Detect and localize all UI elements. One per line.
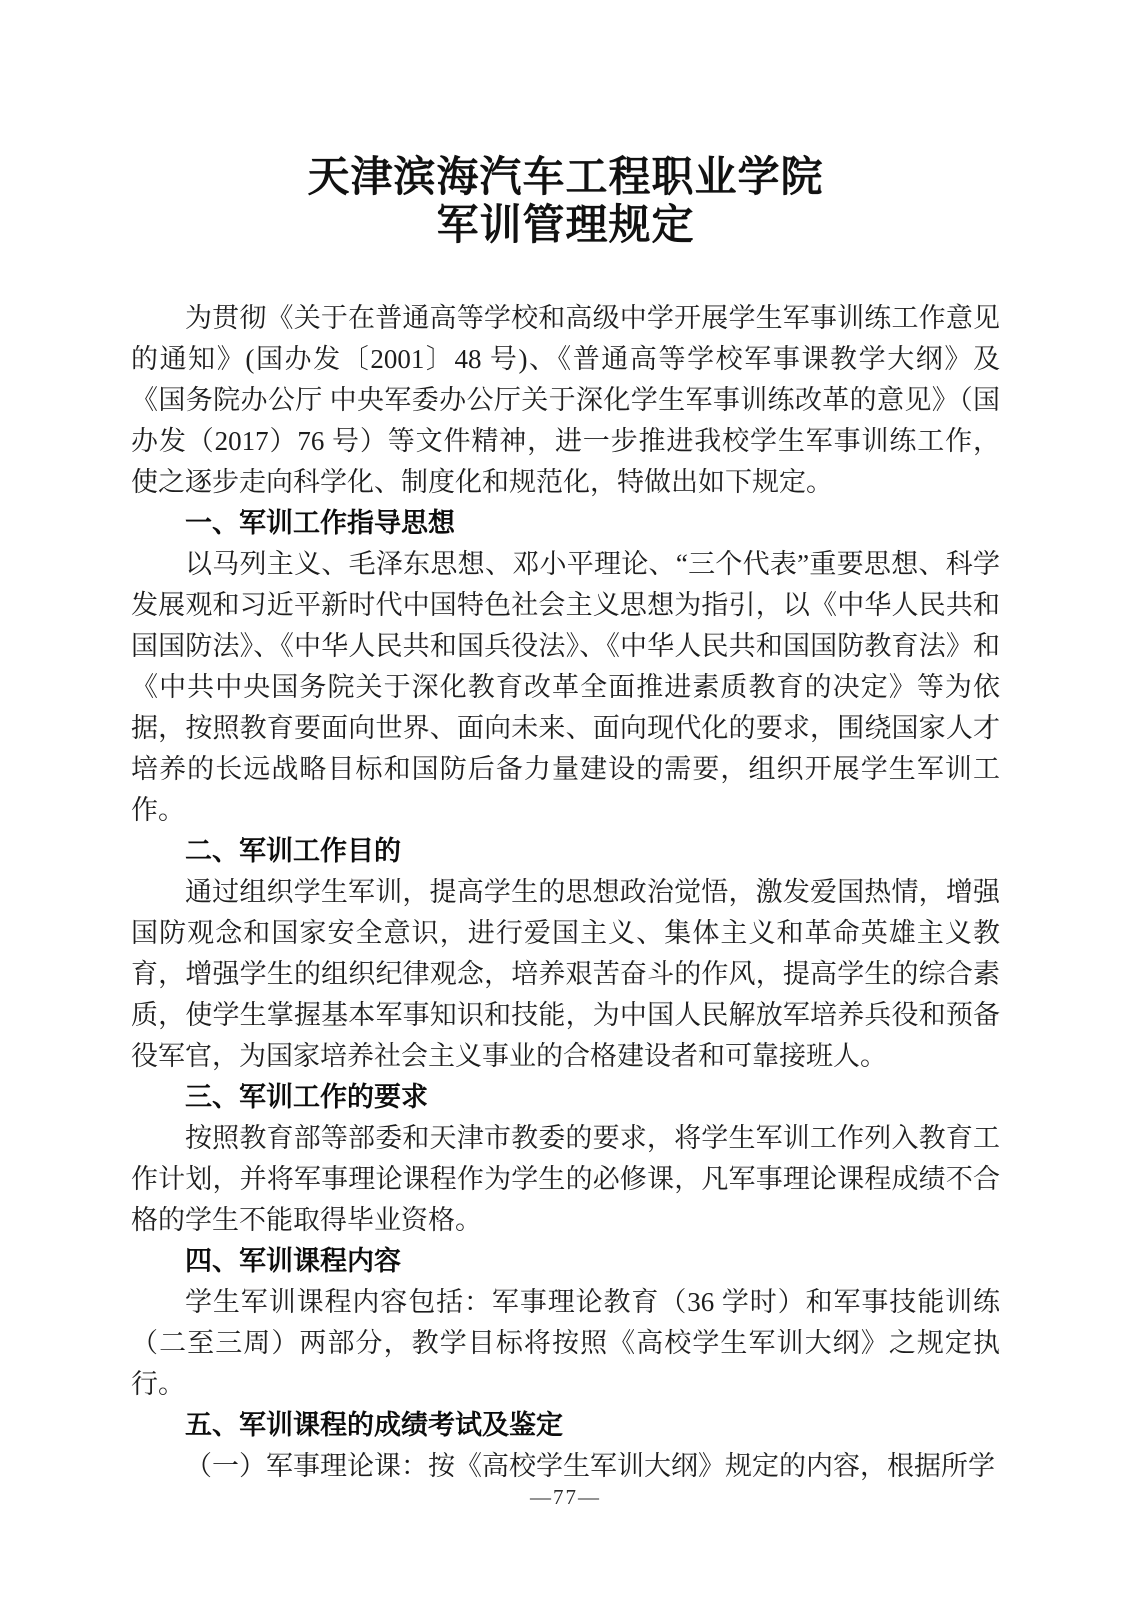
intro-paragraph: 为贯彻《关于在普通高等学校和高级中学开展学生军事训练工作意见的通知》(国办发〔2001〕48 号)、《普通高等学校军事课教学大纲》及《国务院办公厅 中央军委办公厅关于深化学生军事训练改革的意见》（国办发（2017）76 号）等文件精神，进一步推进我校学生军事训练工作，使之逐步走向科学化、制度化和规范化，特做出如下规定。 [131, 303, 1000, 498]
document-title [0, 28, 1131, 250]
page-number: —77— [530, 1485, 601, 1509]
section-4-heading: 四、军训课程内容 [185, 1246, 401, 1277]
section-3-heading: 三、军训工作的要求 [185, 1082, 428, 1113]
document-body [131, 298, 1000, 1487]
document-title-line-2: 军训管理规定 [436, 203, 695, 250]
document-title-line-1: 天津滨海汽车工程职业学院 [307, 155, 824, 202]
section-1-heading: 一、军训工作指导思想 [185, 508, 455, 539]
section-5-heading: 五、军训课程的成绩考试及鉴定 [185, 1410, 563, 1441]
section-1-paragraph: 以马列主义、毛泽东思想、邓小平理论、“三个代表”重要思想、科学发展观和习近平新时代中国特色社会主义思想为指引，以《中华人民共和国国防法》、《中华人民共和国兵役法》、《中华人民共和国国防教育法》和《中共中央国务院关于深化教育改革全面推进素质教育的决定》等为依据，按照教育要面向世界、面向未来、面向现代化的要求，围绕国家人才培养的长远战略目标和国防后备力量建设的需要，组织开展学生军训工作。 [131, 549, 1000, 826]
section-3-paragraph: 按照教育部等部委和天津市教委的要求，将学生军训工作列入教育工作计划，并将军事理论课程作为学生的必修课，凡军事理论课程成绩不合格的学生不能取得毕业资格。 [131, 1123, 1000, 1236]
section-4-paragraph: 学生军训课程内容包括：军事理论教育（36 学时）和军事技能训练（二至三周）两部分，教学目标将按照《高校学生军训大纲》之规定执行。 [131, 1287, 1000, 1400]
page-footer [0, 1485, 1131, 1510]
section-5-item-1-paragraph: （一）军事理论课：按《高校学生军训大纲》规定的内容，根据所学 [185, 1451, 995, 1482]
section-2-paragraph: 通过组织学生军训，提高学生的思想政治觉悟，激发爱国热情，增强国防观念和国家安全意识，进行爱国主义、集体主义和革命英雄主义教育，增强学生的组织纪律观念，培养艰苦奋斗的作风，提高学生的综合素质，使学生掌握基本军事知识和技能，为中国人民解放军培养兵役和预备役军官，为国家培养社会主义事业的合格建设者和可靠接班人。 [131, 877, 1000, 1072]
section-2-heading: 二、军训工作目的 [185, 836, 401, 867]
